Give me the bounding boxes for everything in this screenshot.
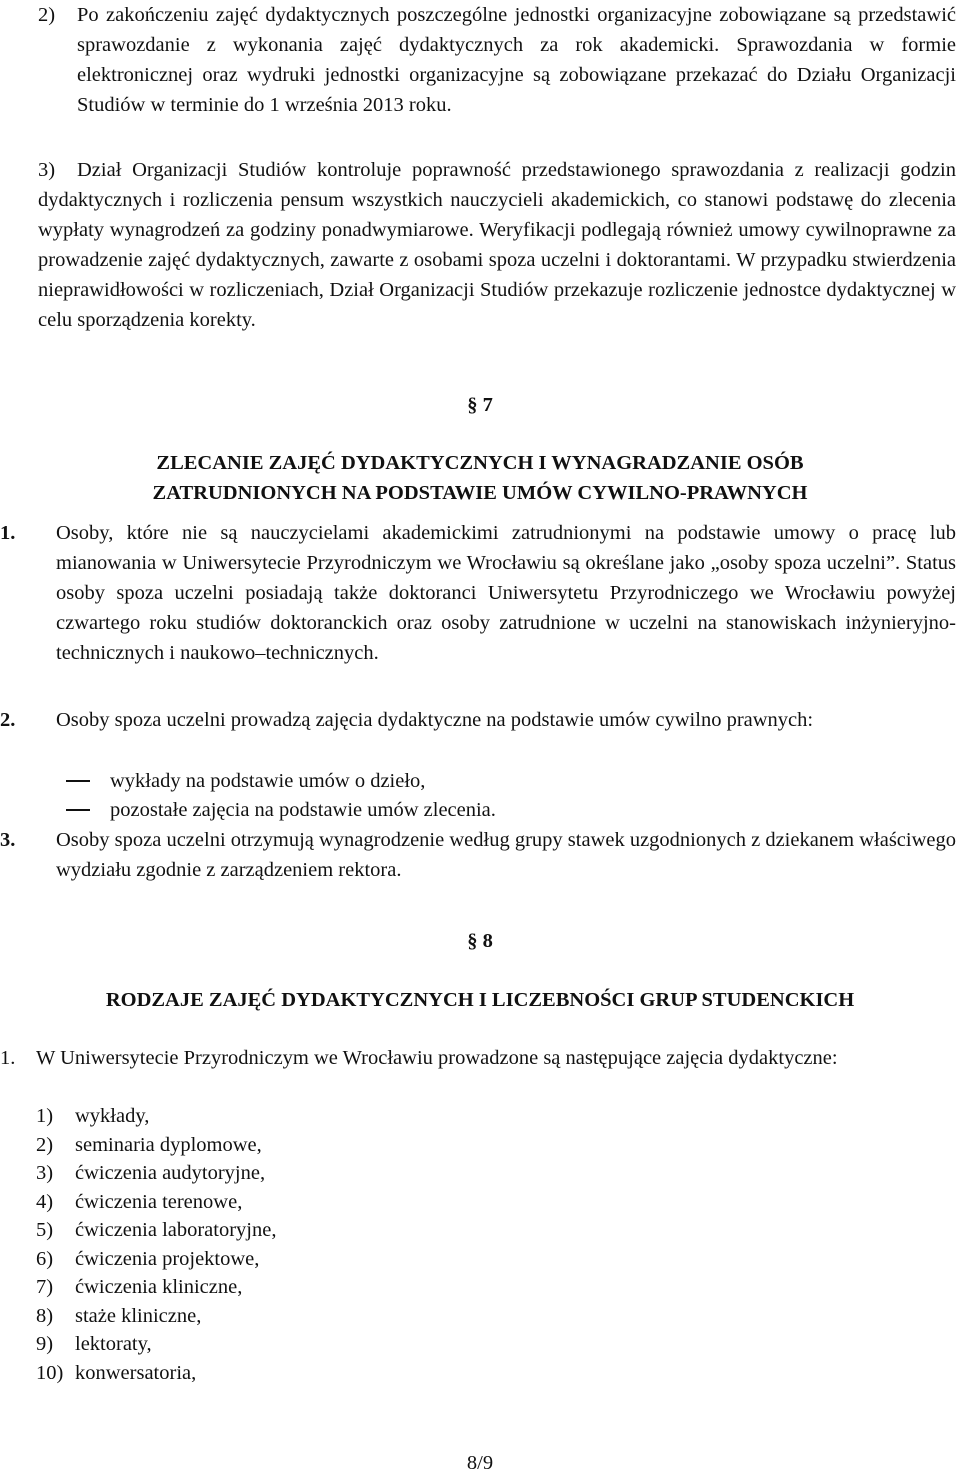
paragraph-text: Dział Organizacji Studiów kontroluje poprawność przedstawionego sprawozdania z realizacji godzin dydaktycznych i rozliczenia pensum wszystkich nauczycieli akademickich, co stanowi podstawę do zlecenia wypłaty wynagrodzeń za godziny ponadwymiarowe. Weryfikacji podlegają również umowy cywilnoprawne za prowadzenie zajęć dydaktycznych, zawarte z osobami spoza uczelni i doktorantami. W przypadku stwierdzenia nieprawidłowości w rozliczeniach, Dział Organizacji Studiów przekazuje rozliczenie jednostce dydaktycznej w celu sporządzenia korekty.: [38, 159, 956, 331]
paragraph-number: 3): [38, 159, 56, 181]
list-item-number: 1): [36, 1105, 54, 1127]
section-7-dash-list: [66, 766, 866, 824]
item-text: Osoby spoza uczelni otrzymują wynagrodzenie według grupy stawek uzgodnionych z dziekanem właściwego wydziału zgodnie z zarządzeniem rektora.: [56, 829, 957, 881]
list-item-number: 4): [36, 1190, 54, 1213]
item-number: 1.: [0, 522, 16, 544]
section-7-title: [0, 448, 960, 508]
class-type-list-item: [36, 1159, 736, 1188]
list-item-text: konwersatoria,: [75, 1361, 197, 1384]
item-text: Osoby spoza uczelni prowadzą zajęcia dydaktyczne na podstawie umów cywilno prawnych:: [56, 709, 814, 731]
section-8-heading: § 8: [467, 930, 493, 952]
dash-list-item: [66, 766, 866, 795]
class-type-list-item: [36, 1188, 736, 1217]
section-7-item-3: [0, 825, 956, 885]
section-7-title-line-2: ZATRUDNIONYCH NA PODSTAWIE UMÓW CYWILNO-PRAWNYCH: [152, 482, 808, 504]
list-item-text: ćwiczenia terenowe,: [75, 1190, 243, 1213]
dash-item-text: pozostałe zajęcia na podstawie umów zlecenia.: [110, 799, 496, 821]
item-text: Osoby, które nie są nauczycielami akademickimi zatrudnionymi na podstawie umowy o pracę lub mianowania w Uniwersytecie Przyrodniczym we Wrocławiu są określane jako „osoby spoza uczelni”. Status osoby spoza uczelni posiadają także doktoranci Uniwersytetu Przyrodniczego we Wrocławiu powyżej czwartego roku studiów doktoranckich oraz osoby zatrudnione w uczelni na stanowiskach inżynieryjno-technicznych i naukowo–technicznych.: [56, 522, 956, 664]
dash-icon: [66, 780, 90, 782]
list-item-text: ćwiczenia laboratoryjne,: [75, 1219, 277, 1241]
list-item-number: 2): [36, 1133, 54, 1156]
list-item-text: ćwiczenia audytoryjne,: [75, 1162, 266, 1184]
class-type-list-item: [36, 1330, 736, 1359]
list-item-number: 5): [36, 1219, 54, 1241]
item-text: W Uniwersytecie Przyrodniczym we Wrocławiu prowadzone są następujące zajęcia dydaktyczne:: [36, 1047, 838, 1069]
paragraph-2: [38, 0, 956, 120]
section-7-item-1: [0, 518, 956, 668]
item-number: 2.: [0, 709, 16, 731]
list-item-number: 8): [36, 1304, 54, 1327]
list-item-number: 6): [36, 1247, 54, 1270]
page-number: 8/9: [466, 1452, 494, 1474]
item-number: 3.: [0, 829, 16, 851]
class-type-list-item: [36, 1302, 736, 1331]
list-item-text: wykłady,: [75, 1105, 150, 1127]
paragraph-3: [38, 155, 956, 335]
dash-item-text: wykłady na podstawie umów o dzieło,: [110, 770, 426, 792]
list-item-text: ćwiczenia kliniczne,: [75, 1276, 243, 1298]
class-type-list-item: [36, 1273, 736, 1302]
class-type-list-item: [36, 1216, 736, 1245]
class-type-list-item: [36, 1102, 736, 1131]
item-number: 1.: [0, 1047, 16, 1069]
class-type-list-item: [36, 1131, 736, 1160]
section-7-heading: § 7: [467, 394, 493, 416]
section-7-item-2: [0, 705, 956, 735]
section-8-class-types-list: [36, 1102, 736, 1387]
list-item-number: 10): [36, 1361, 64, 1384]
list-item-number: 3): [36, 1162, 54, 1184]
list-item-number: 9): [36, 1333, 54, 1355]
list-item-number: 7): [36, 1276, 54, 1298]
list-item-text: lektoraty,: [75, 1333, 152, 1355]
class-type-list-item: [36, 1245, 736, 1274]
paragraph-text: Po zakończeniu zajęć dydaktycznych poszczególne jednostki organizacyjne zobowiązane są przedstawić sprawozdanie z wykonania zajęć dydaktycznych za rok akademicki. Sprawozdania w formie elektronicznej oraz wydruki jednostki organizacyjne są zobowiązane przekazać do Działu Organizacji Studiów w terminie do 1 września 2013 roku.: [77, 4, 956, 116]
dash-list-item: [66, 795, 866, 824]
section-8-item-1: [0, 1043, 956, 1073]
paragraph-number: 2): [38, 4, 56, 26]
section-8-title: RODZAJE ZAJĘĆ DYDAKTYCZNYCH I LICZEBNOŚCI GRUP STUDENCKICH: [105, 989, 855, 1011]
list-item-text: ćwiczenia projektowe,: [75, 1247, 260, 1270]
dash-icon: [66, 809, 90, 811]
class-type-list-item: [36, 1359, 736, 1388]
section-7-title-line-1: ZLECANIE ZAJĘĆ DYDAKTYCZNYCH I WYNAGRADZANIE OSÓB: [156, 452, 804, 474]
list-item-text: seminaria dyplomowe,: [75, 1133, 262, 1156]
list-item-text: staże kliniczne,: [75, 1304, 202, 1327]
